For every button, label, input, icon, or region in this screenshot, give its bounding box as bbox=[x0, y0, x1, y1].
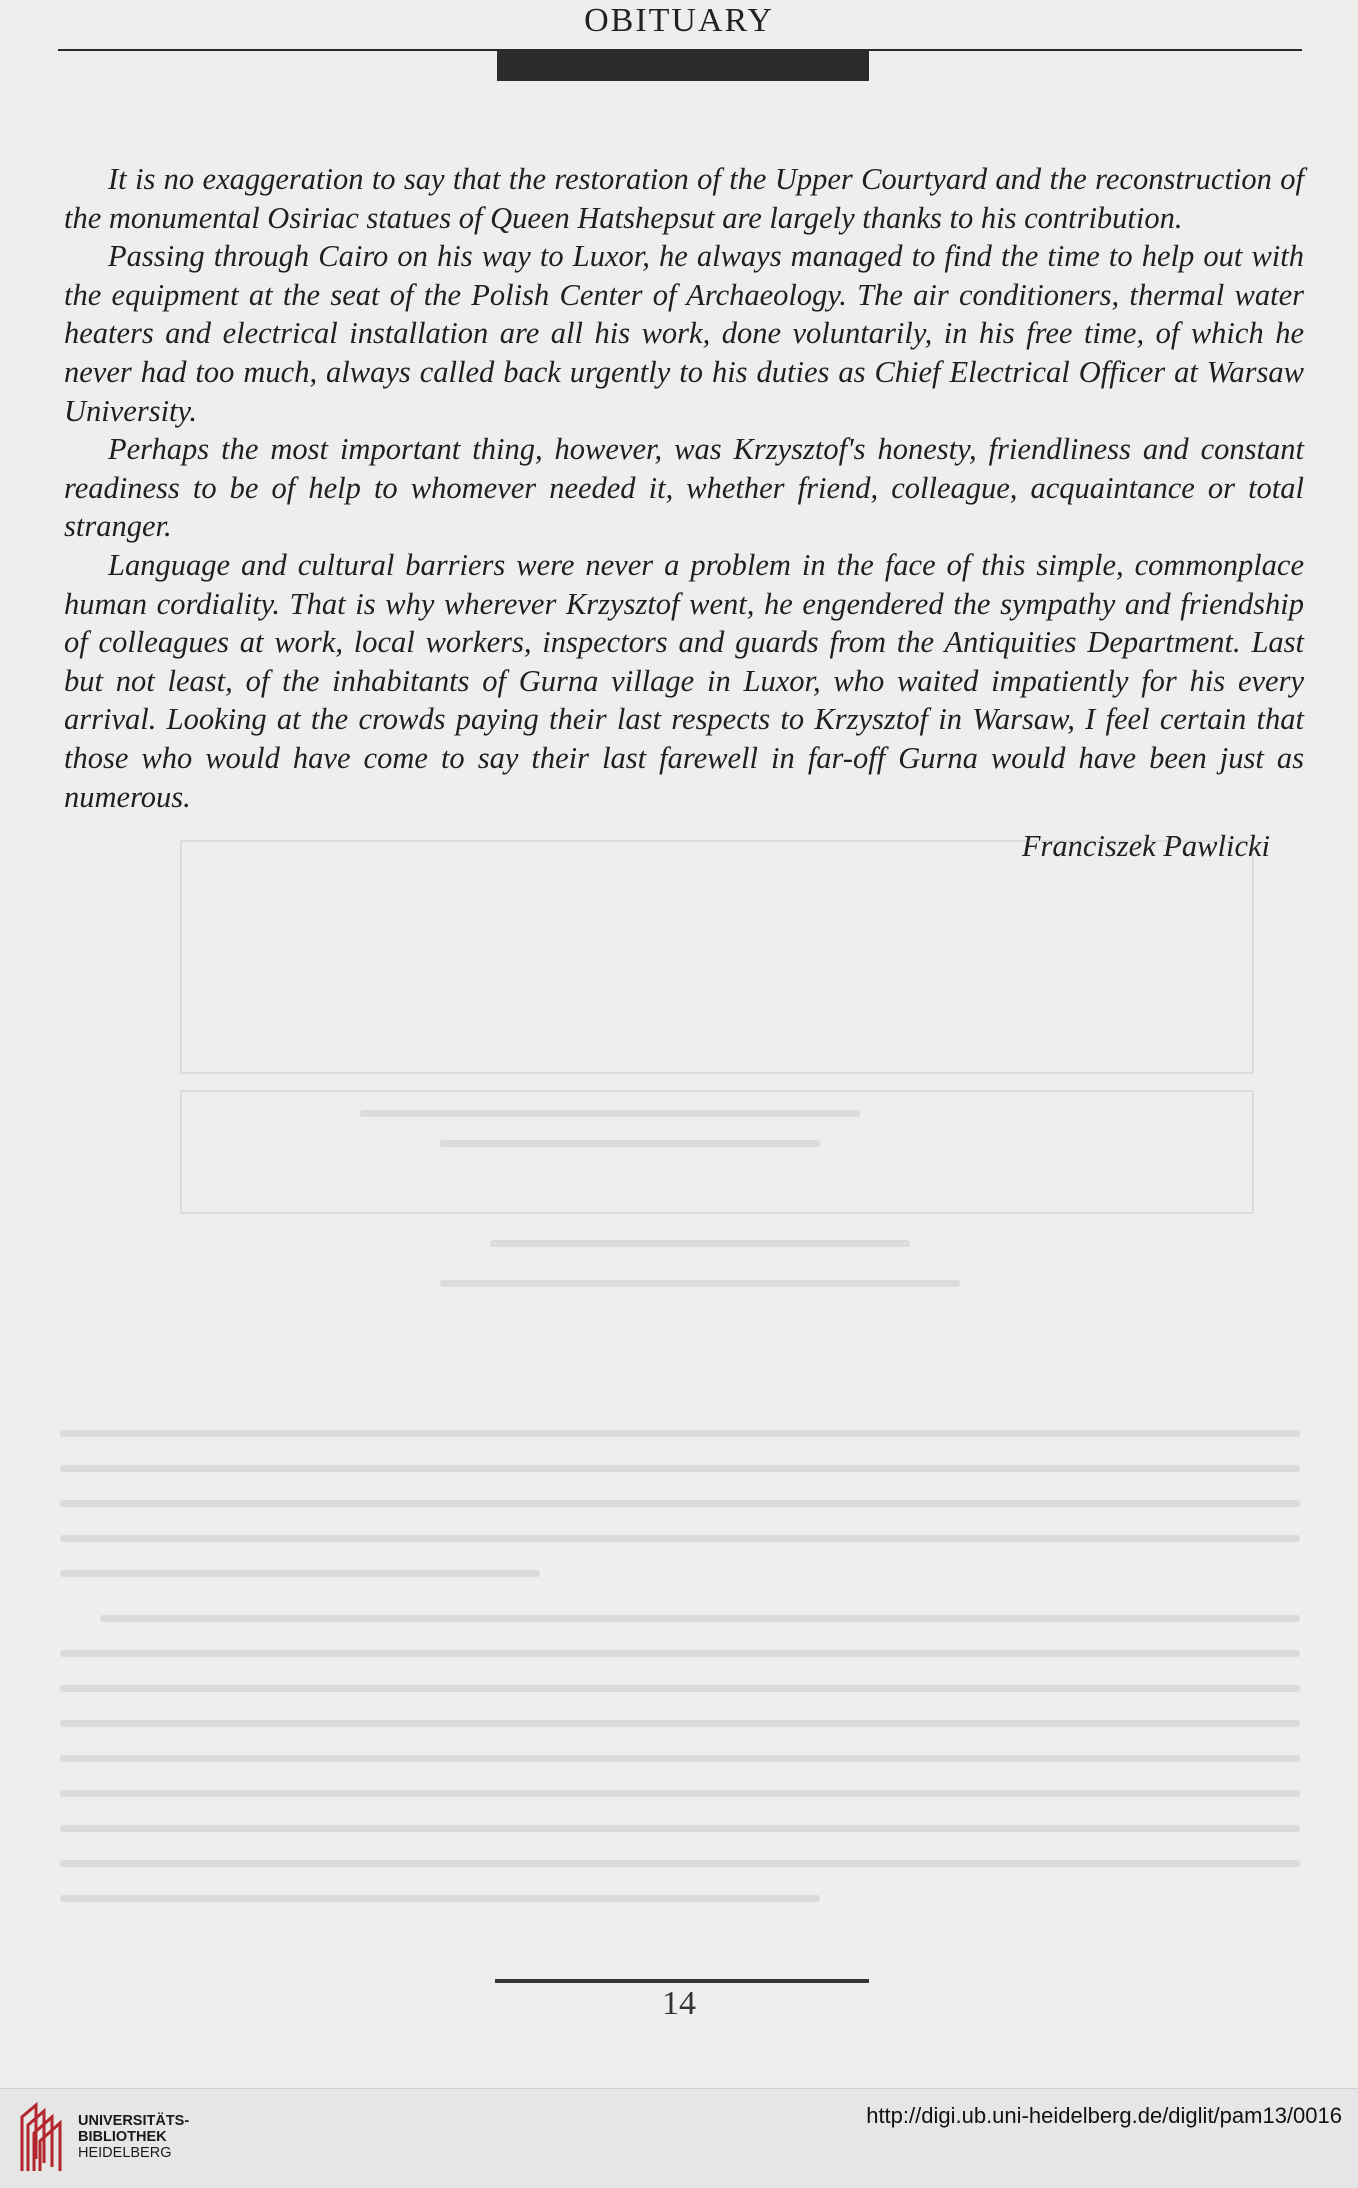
author-signature: Franciszek Pawlicki bbox=[1021, 829, 1270, 863]
show-through-line bbox=[60, 1860, 1300, 1867]
show-through-line bbox=[60, 1650, 1300, 1657]
header-bar bbox=[497, 51, 869, 81]
show-through-line bbox=[360, 1110, 860, 1117]
library-name-line: BIBLIOTHEK bbox=[78, 2129, 167, 2145]
page-number: 14 bbox=[662, 1985, 696, 2022]
library-name-line: HEIDELBERG bbox=[78, 2145, 172, 2161]
show-through-line bbox=[60, 1430, 1300, 1437]
digitization-footer bbox=[0, 2088, 1358, 2188]
paragraph: Passing through Cairo on his way to Luxor, he always managed to find the time to help out with the equipment at the seat of the Polish Center of Archaeology. The air conditioners, thermal water heaters and electrical installation are all his work, done voluntarily, in his free time, of which he never had too much, always called back urgently to his duties as Chief Electrical Officer at Warsaw University. bbox=[64, 239, 1304, 428]
show-through-texture bbox=[60, 840, 1300, 1970]
show-through-line bbox=[60, 1720, 1300, 1727]
show-through-line bbox=[60, 1685, 1300, 1692]
show-through-line bbox=[60, 1755, 1300, 1762]
article-body bbox=[64, 160, 1304, 816]
footer-rule bbox=[495, 1979, 869, 1983]
show-through-box bbox=[180, 840, 1254, 1074]
paragraph: Language and cultural barriers were never a problem in the face of this simple, commonplace human cordiality. That is why wherever Krzysztof went, he engendered the sympathy and friendship of colleagues at work, local workers, inspectors and guards from the Antiquities Department. Last but not least, of the inhabitants of Gurna village in Luxor, who waited impatiently for his every arrival. Looking at the crowds paying their last respects to Krzysztof in Warsaw, I feel certain that those who would have come to say their last farewell in far-off Gurna would have been just as numerous. bbox=[64, 547, 1304, 814]
show-through-line bbox=[440, 1280, 960, 1287]
show-through-line bbox=[490, 1240, 910, 1247]
show-through-box bbox=[180, 1090, 1254, 1214]
show-through-line bbox=[60, 1825, 1300, 1832]
show-through-line bbox=[60, 1790, 1300, 1797]
show-through-line bbox=[60, 1570, 540, 1577]
running-header-title: OBITUARY bbox=[584, 2, 774, 39]
show-through-line bbox=[60, 1500, 1300, 1507]
source-url-link[interactable]: http://digi.ub.uni-heidelberg.de/diglit/pam13/0016 bbox=[866, 2103, 1342, 2128]
show-through-line bbox=[440, 1140, 820, 1147]
show-through-line bbox=[60, 1535, 1300, 1542]
paragraph: Perhaps the most important thing, however, was Krzysztof's honesty, friendliness and constant readiness to be of help to whomever needed it, whether friend, colleague, acquaintance or total stranger. bbox=[64, 432, 1304, 544]
library-logo-icon bbox=[14, 2101, 62, 2175]
paragraph: It is no exaggeration to say that the restoration of the Upper Courtyard and the reconstruction of the monumental Osiriac statues of Queen Hatshepsut are largely thanks to his contribution. bbox=[64, 162, 1304, 235]
show-through-line bbox=[100, 1615, 1300, 1622]
show-through-line bbox=[60, 1895, 820, 1902]
library-name-line: UNIVERSITÄTS- bbox=[78, 2113, 190, 2129]
library-name bbox=[78, 2113, 189, 2161]
show-through-line bbox=[60, 1465, 1300, 1472]
